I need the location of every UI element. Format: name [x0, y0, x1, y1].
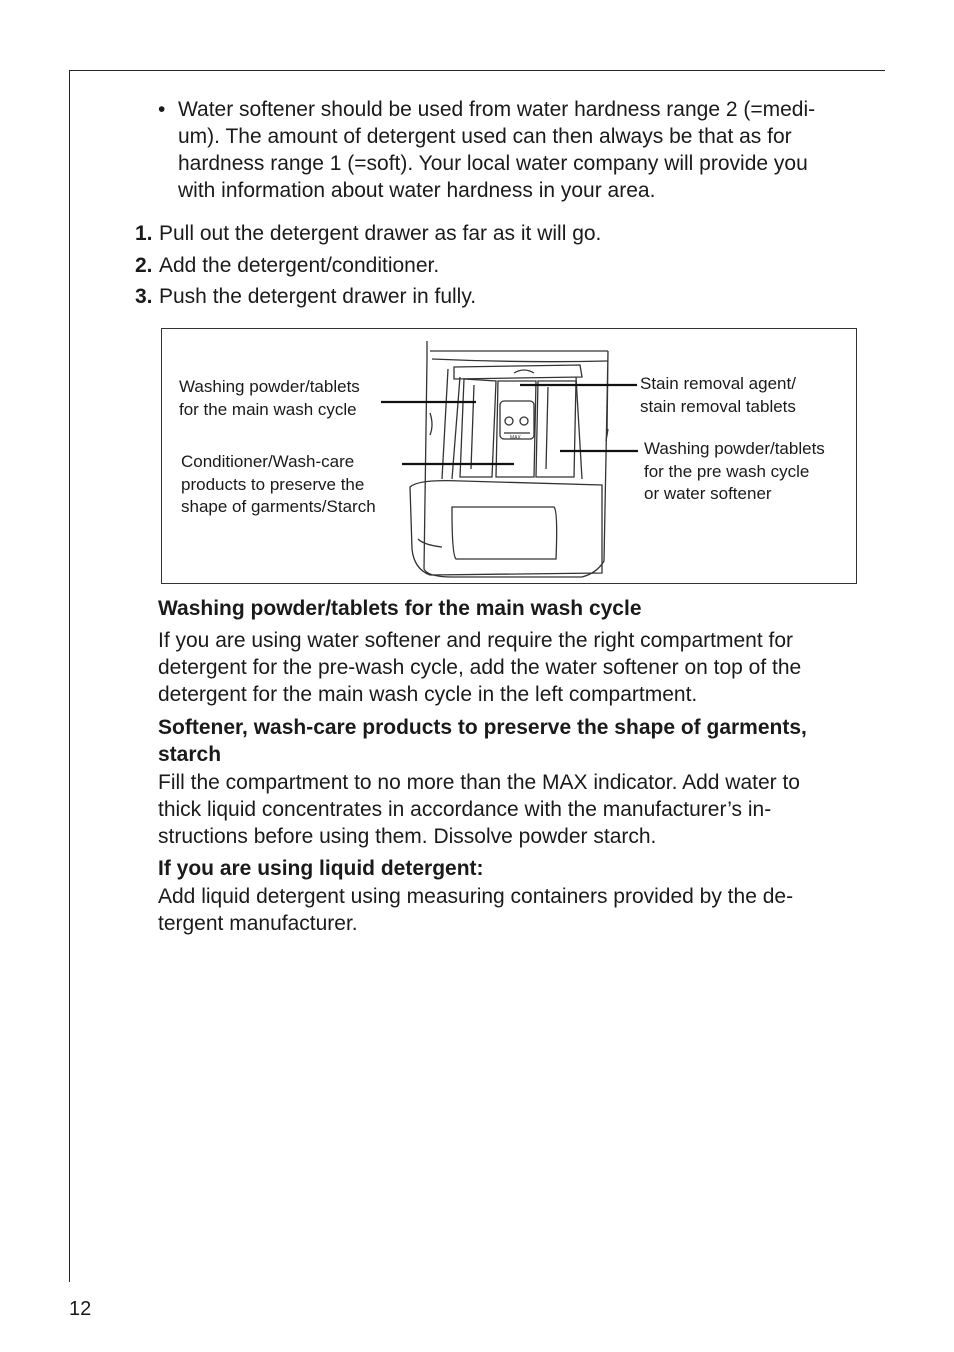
label-stain-removal: Stain removal agent/ stain removal tablets — [640, 374, 796, 416]
max-marking: MAX — [510, 435, 521, 441]
instruction-steps — [135, 220, 855, 315]
step-text: Add the detergent/conditioner. — [159, 253, 440, 277]
label-conditioner: Conditioner/Wash-care products to preserve the shape of garments/Starch — [181, 452, 376, 516]
page-number: 12 — [69, 1298, 92, 1320]
left-margin-rule — [69, 70, 70, 1282]
bullet-text: Water softener should be used from water hardness range 2 (=medi- um). The amount of detergent used can then always be that as for hardness range 1 (=soft). Your local water company will provide you with information about water hardness in your area. — [178, 98, 816, 202]
step-number: 3. — [135, 285, 153, 308]
step-text: Pull out the detergent drawer as far as it will go. — [159, 222, 602, 245]
label-main-wash: Washing powder/tablets for the main wash cycle — [179, 377, 360, 419]
step-number: 1. — [135, 222, 153, 245]
bullet-symbol: • — [158, 98, 166, 121]
section-body: Fill the compartment to no more than the MAX indicator. Add water to thick liquid concentrates in accordance with the manufacturer’s in- structions before using them. Dissolve powder starch. — [158, 771, 800, 848]
step-item — [135, 252, 855, 284]
step-text: Push the detergent drawer in fully. — [159, 285, 477, 308]
section-body: If you are using water softener and require the right compartment for detergent for the pre-wash cycle, add the water softener on top of the detergent for the main wash cycle in the left compartment. — [158, 629, 802, 706]
section-body: Add liquid detergent using measuring containers provided by the de- tergent manufacturer. — [158, 885, 794, 935]
water-softener-bullet — [158, 96, 858, 204]
section-heading: Softener, wash-care products to preserve the shape of garments, starch — [158, 716, 807, 766]
step-number: 2. — [135, 253, 153, 277]
top-rule — [69, 70, 885, 71]
step-item — [135, 220, 855, 252]
section-heading: If you are using liquid detergent: — [158, 857, 484, 880]
section-heading: Washing powder/tablets for the main wash cycle — [158, 597, 642, 620]
step-item — [135, 283, 855, 315]
label-pre-wash: Washing powder/tablets for the pre wash cycle or water softener — [644, 439, 825, 503]
detergent-drawer-figure — [161, 328, 857, 584]
